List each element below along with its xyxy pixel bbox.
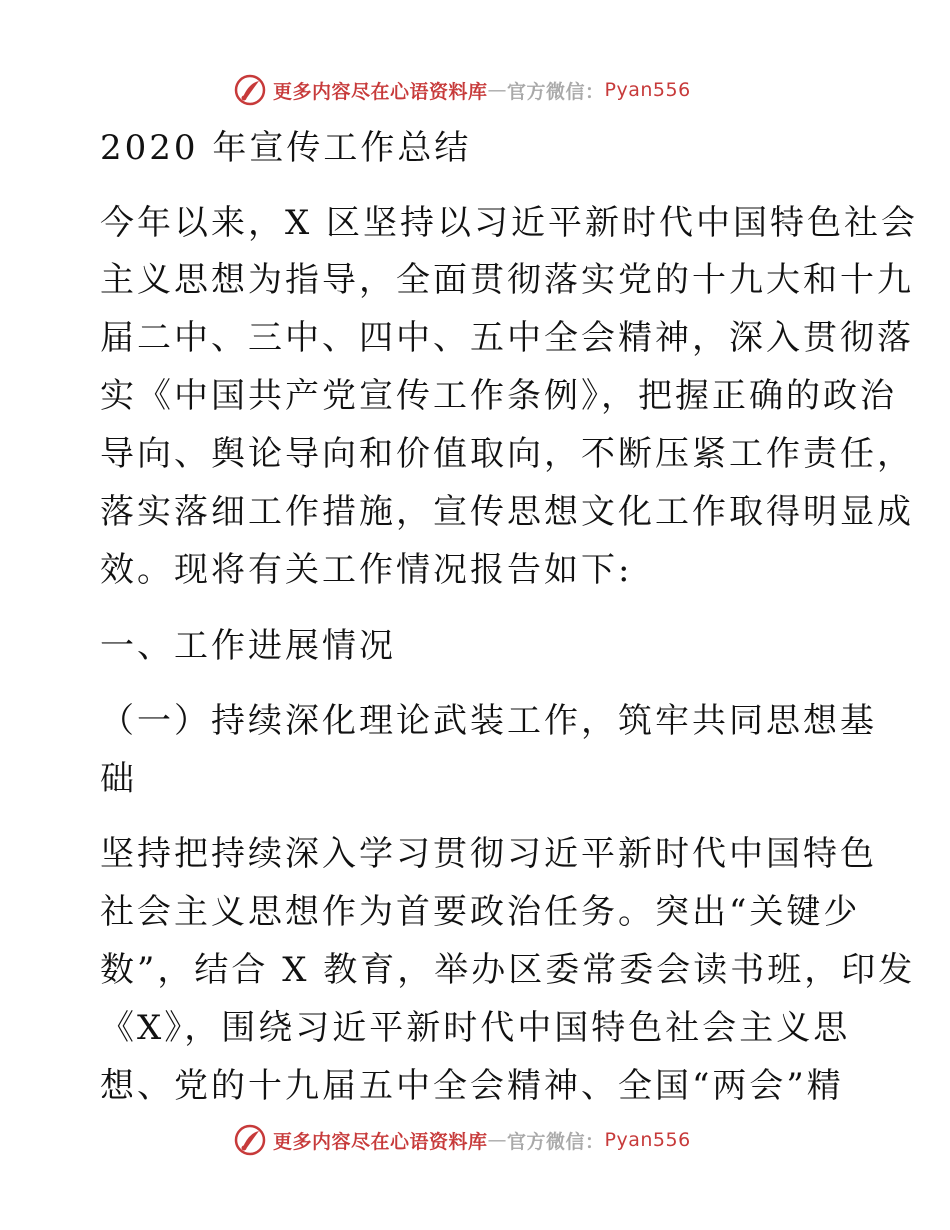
header-watermark (233, 72, 691, 108)
watermark-dash: — (487, 79, 508, 101)
paragraph-line: 坚持把持续深入学习贯彻习近平新时代中国特色 (100, 834, 877, 874)
watermark-wechat-id: Pyan556 (604, 1129, 691, 1151)
footer-watermark (233, 1122, 691, 1158)
paragraph-line: 实《中国共产党宣传工作条例》，把握正确的政治 (100, 376, 897, 416)
brush-emblem-icon (233, 73, 267, 107)
paragraph-line: 想、党的十九届五中全会精神、全国“两会”精 (100, 1066, 844, 1106)
subsection-heading: （一）持续深化理论武装工作，筑牢共同思想基 (100, 701, 877, 741)
paragraph-line: 今年以来，X 区坚持以习近平新时代中国特色社会 (100, 203, 919, 243)
watermark-wechat-id: Pyan556 (604, 79, 691, 101)
paragraph-line: 届二中、三中、四中、五中全会精神，深入贯彻落 (100, 318, 914, 358)
subsection-heading-cont: 础 (100, 759, 137, 799)
paragraph-line: 《X》，围绕习近平新时代中国特色社会主义思 (100, 1008, 851, 1048)
brush-emblem-icon (233, 1123, 267, 1157)
paragraph-line: 数”，结合 X 教育，举办区委常委会读书班，印发 (100, 950, 916, 990)
document-title: 2020 年宣传工作总结 (100, 128, 472, 168)
paragraph-line: 导向、舆论导向和价值取向，不断压紧工作责任， (100, 434, 914, 474)
paragraph-line: 落实落细工作措施，宣传思想文化工作取得明显成 (100, 492, 914, 532)
paragraph-line: 效。现将有关工作情况报告如下: (100, 550, 633, 590)
section-heading: 一、工作进展情况 (100, 626, 396, 666)
watermark-dash: — (487, 1129, 508, 1151)
paragraph-line: 主义思想为指导，全面贯彻落实党的十九大和十九 (100, 260, 914, 300)
watermark-main-text: 更多内容尽在心语资料库 (273, 1130, 488, 1153)
watermark-wechat-label: 官方微信： (507, 1130, 605, 1153)
watermark-wechat-label: 官方微信： (507, 80, 605, 103)
watermark-main-text: 更多内容尽在心语资料库 (273, 80, 488, 103)
paragraph-line: 社会主义思想作为首要政治任务。突出“关键少 (100, 892, 861, 932)
